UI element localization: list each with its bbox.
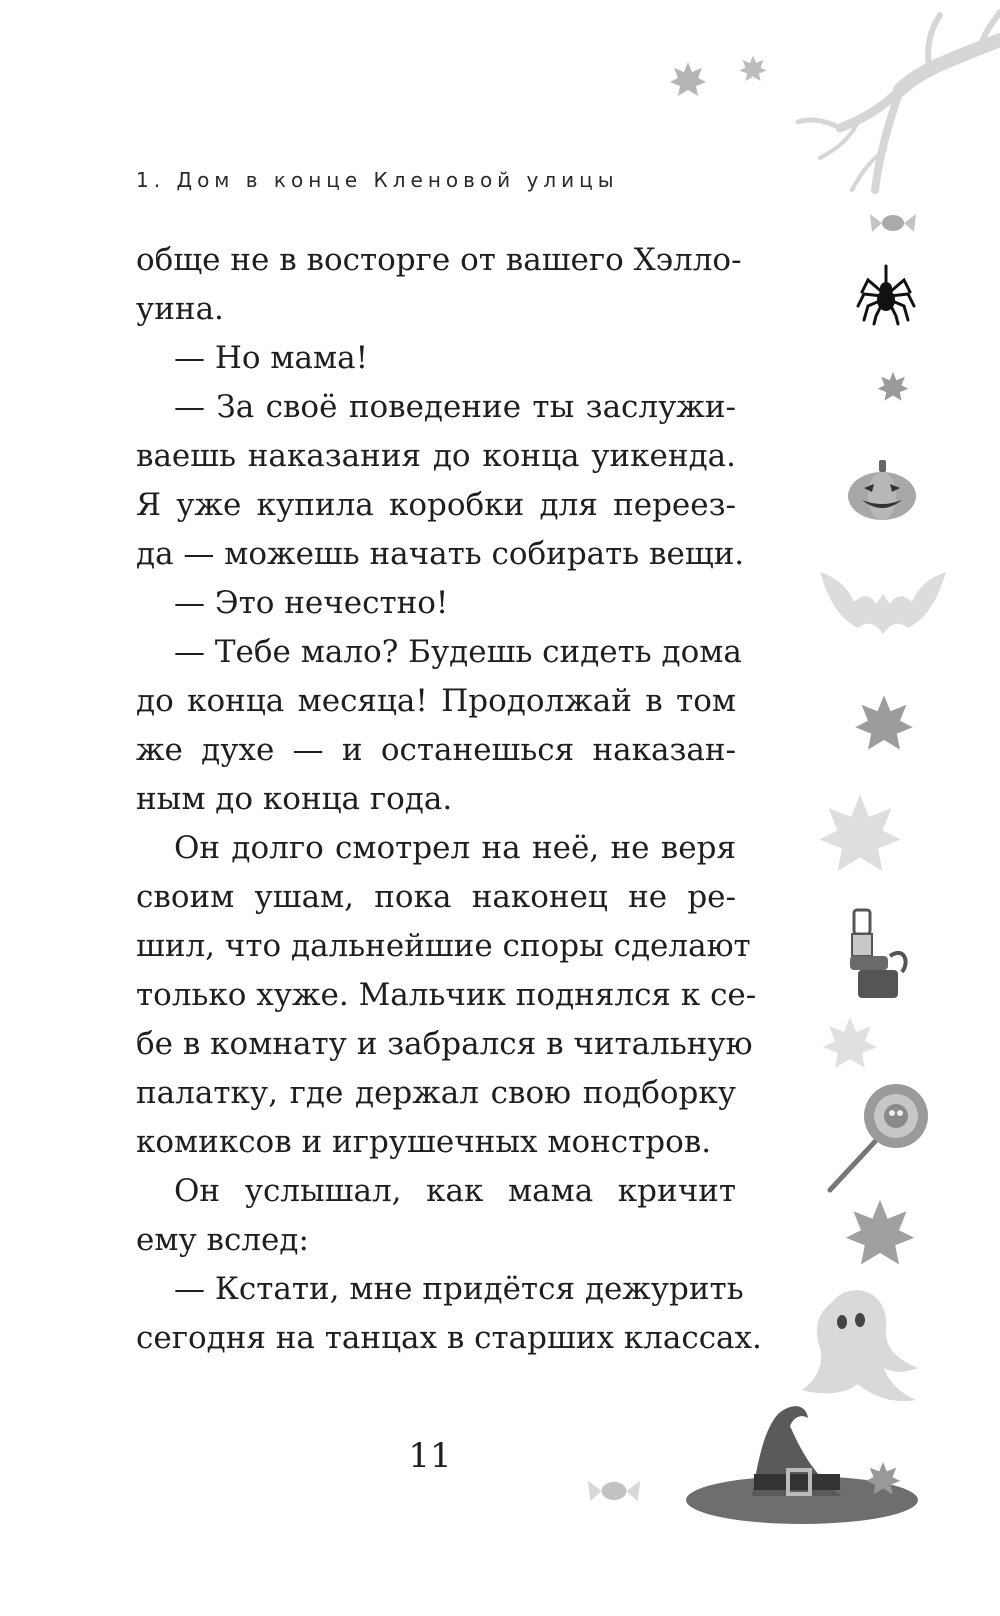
text-line: своим ушам, пока наконец не ре- (136, 879, 736, 915)
text-line: сегодня на танцах в старших классах. (136, 1320, 762, 1356)
text-line: уина. (136, 291, 224, 327)
maple-leaf-icon (852, 692, 916, 756)
maple-leaf-icon (864, 1460, 902, 1498)
text-line: только хуже. Мальчик поднялся к се- (136, 977, 757, 1013)
maple-leaf-icon (668, 60, 708, 100)
maple-leaf-icon (876, 370, 910, 404)
text-line: ваешь наказания до конца уикенда. (136, 438, 736, 474)
spider-icon (856, 262, 916, 326)
text-line: — Тебе мало? Будешь сидеть дома (174, 634, 742, 670)
body-text (136, 236, 762, 1363)
running-head: 1. Дом в конце Кленовой улицы (136, 168, 619, 192)
text-line: ему вслед: (136, 1222, 309, 1258)
text-line: — За своё поведение ты заслужи- (174, 389, 736, 425)
text-line: — Но мама! (174, 340, 369, 376)
pumpkin-icon (846, 458, 918, 522)
text-line: Он услышал, как мама кричит (174, 1173, 736, 1209)
text-line: палатку, где держал свою подборку (136, 1075, 736, 1111)
text-line: Он долго смотрел на неё, не веря (174, 830, 736, 866)
maple-leaf-icon (812, 790, 908, 880)
lollipop-icon (822, 1076, 932, 1196)
page-number: 11 (408, 1436, 452, 1476)
text-line: же духе — и останешься наказан- (136, 732, 736, 768)
maple-leaf-icon (820, 1014, 880, 1074)
text-line: Я уже купила коробки для переез- (136, 487, 736, 523)
text-line: обще не в восторге от вашего Хэлло- (136, 242, 742, 278)
text-line: ным до конца года. (136, 781, 453, 817)
maple-leaf-icon (842, 1196, 918, 1272)
tree-branch-icon (780, 0, 1000, 210)
ghost-icon (792, 1282, 922, 1412)
text-line: бе в комнату и забрался в читальную (136, 1026, 753, 1062)
text-line: до конца месяца! Продолжай в том (136, 683, 736, 719)
text-line: да — можешь начать собирать вещи. (136, 536, 745, 572)
text-line: — Кстати, мне придётся дежурить (174, 1271, 744, 1307)
candy-icon (868, 208, 918, 238)
text-line: комиксов и игрушечных монстров. (136, 1124, 712, 1160)
candy-icon (584, 1474, 644, 1508)
lantern-icon (846, 906, 916, 1006)
bat-icon (818, 558, 948, 638)
maple-leaf-icon (738, 54, 768, 84)
text-line: — Это нечестно! (174, 585, 449, 621)
text-line: шил, что дальнейшие споры сделают (136, 928, 751, 964)
